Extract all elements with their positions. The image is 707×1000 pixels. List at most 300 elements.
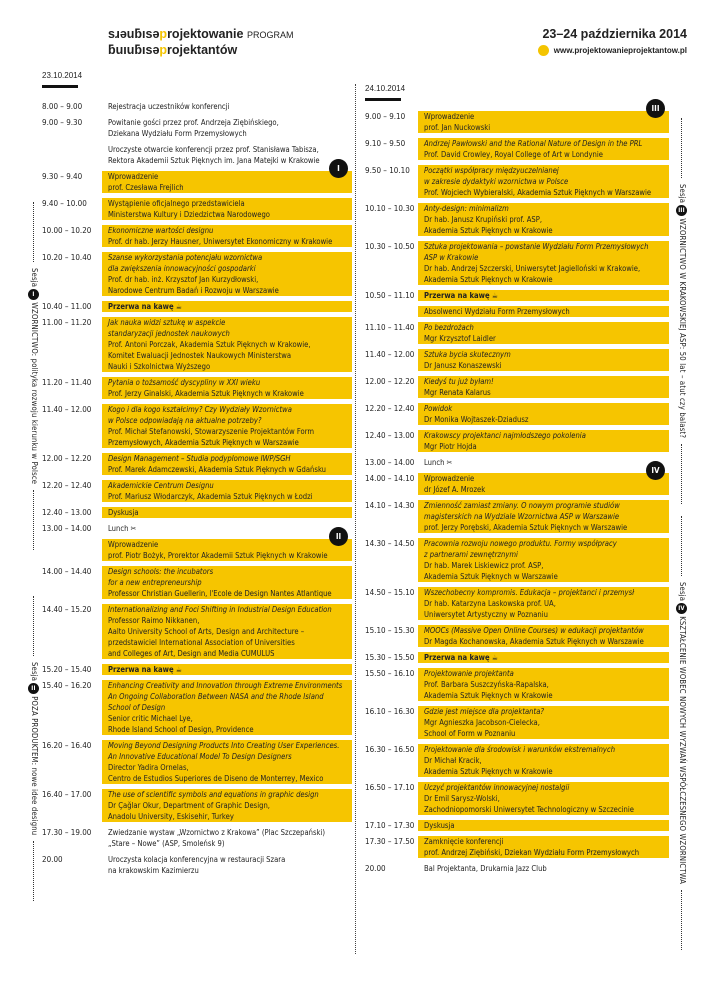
session-title: WZORNICTWO: polityka rozwoju kierunku w Polsce [30, 302, 39, 485]
detail-line [108, 209, 348, 220]
session-word: Sesja [30, 662, 39, 682]
line-text: prof. Jerzy Porębski, Akademia Sztuk Pięknych w Warszawie [424, 522, 628, 532]
detail-line [424, 430, 665, 441]
session-details [102, 453, 352, 475]
line-text: Uczyć projektantów innowacyjnej nostalgii [424, 782, 570, 792]
detail-line [424, 820, 665, 831]
time-slot: 11.20 – 11.40 [42, 377, 92, 387]
website-link[interactable]: www.projektowanieprojektantow.pl [553, 46, 687, 55]
session-number-badge: II [28, 683, 39, 694]
detail-line [108, 854, 348, 865]
time-slot: 14.00 – 14.40 [42, 566, 92, 576]
time-slot: 12.20 – 12.40 [365, 403, 415, 413]
detail-line [424, 538, 665, 549]
session-details [102, 198, 352, 220]
line-text: Wprowadzenie [108, 171, 159, 181]
detail-line [424, 387, 665, 398]
time-slot: 11.00 – 11.20 [42, 317, 92, 327]
line-text: Rhode Island School of Design, Providence [108, 724, 254, 734]
schedule-row [365, 400, 669, 427]
time-slot: 9.00 – 9.10 [365, 111, 406, 121]
session-title: POZA PRODUKTEM: nowe idee designu [30, 696, 39, 836]
cutlery-icon: ✂ [128, 523, 137, 533]
line-text: Sztuka bycia skutecznym [424, 349, 511, 359]
detail-line [424, 306, 665, 317]
session-details [102, 740, 352, 784]
schedule-row [365, 162, 669, 200]
detail-line [108, 566, 348, 577]
schedule-row [42, 661, 352, 677]
detail-line [424, 847, 665, 858]
plus-circle-icon [538, 45, 549, 56]
line-text: Senior critic Michael Lye, [108, 713, 193, 723]
session-number-badge: I [329, 159, 348, 178]
dotted-divider [682, 444, 683, 504]
line-text: Powidok [424, 403, 453, 413]
time-slot: 15.40 – 16.20 [42, 680, 92, 690]
line-text: magisterskich na Wydziale Wzornictwa ASP w Warszawie [424, 511, 620, 521]
schedule-row [365, 649, 669, 665]
line-text: Wprowadzenie [424, 111, 475, 121]
detail-line [424, 457, 665, 468]
time-slot: 16.10 – 16.30 [365, 706, 415, 716]
detail-line [424, 652, 665, 663]
line-text: Krakowscy projektanci najmłodszego pokolenia [424, 430, 586, 440]
detail-line [424, 571, 665, 582]
line-text: Anty-design: minimalizm [424, 203, 509, 213]
schedule-row [42, 450, 352, 477]
time-slot: 14.40 – 15.20 [42, 604, 92, 614]
detail-line [424, 414, 665, 425]
line-text: Projektowanie dla środowisk i warunków ekstremalnych [424, 744, 616, 754]
detail-line [424, 744, 665, 755]
time-slot: 14.10 – 14.30 [365, 500, 415, 510]
line-text: „Stare – Nowe” (ASP, Smoleńsk 9) [108, 838, 225, 848]
detail-line [108, 680, 348, 691]
session-word: Sesja [30, 268, 39, 288]
line-text: The use of scientific symbols and equations in graphic design [108, 789, 319, 799]
schedule-row [42, 401, 352, 450]
line-text: Dr hab. Janusz Krupiński prof. ASP, [424, 214, 543, 224]
line-text: Wszechobecny kompromis. Edukacja – projektanci i przemysł [424, 587, 635, 597]
line-text: Dr Emil Sarysz-Wolski, [424, 793, 500, 803]
time-slot: 14.00 – 14.10 [365, 473, 415, 483]
line-text: Pytania o tożsamość dyscypliny w XXI wieku [108, 377, 261, 387]
line-text: Prof. David Crowley, Royal College of Art w Londynie [424, 149, 603, 159]
detail-line [108, 182, 348, 193]
detail-line [108, 491, 348, 502]
day2-date: 24.10.2014 [365, 84, 405, 101]
schedule-row [365, 287, 669, 303]
time-slot: 15.50 – 16.10 [365, 668, 415, 678]
detail-line [424, 225, 665, 236]
session-details [418, 836, 669, 858]
schedule-row [42, 851, 352, 878]
line-text: Prof. dr hab. Jerzy Hausner, Uniwersytet Ekonomiczny w Krakowie [108, 236, 333, 246]
line-text: Powitanie gości przez prof. Andrzeja Ziębińskiego, [108, 117, 279, 127]
line-text: Anadolu University, Eskisehir, Turkey [108, 811, 234, 821]
conference-logo [108, 27, 293, 58]
detail-line [424, 782, 665, 793]
line-text: Design schools: the incubators [108, 566, 214, 576]
line-text: Po bezdrożach [424, 322, 474, 332]
detail-line [108, 539, 348, 550]
schedule-row [42, 249, 352, 298]
line-text: Enhancing Creativity and Innovation through Extreme Environments [108, 680, 343, 690]
session-details [418, 652, 669, 663]
detail-line [424, 706, 665, 717]
session-details [418, 587, 669, 620]
dotted-divider [34, 202, 35, 262]
schedule-row [365, 427, 669, 454]
time-slot: 11.40 – 12.00 [365, 349, 415, 359]
line-text: ASP w Krakowie [424, 252, 479, 262]
session-number-badge: II [329, 527, 348, 546]
detail-line [108, 664, 348, 675]
line-text: Sztuka projektowania – powstanie Wydziału Form Przemysłowych [424, 241, 649, 251]
detail-line [108, 404, 348, 415]
session-details [418, 290, 669, 301]
line-text: Professor Raimo Nikkanen, [108, 615, 200, 625]
detail-line [108, 377, 348, 388]
line-text: Przerwa na kawę [424, 290, 490, 300]
detail-line [108, 426, 348, 437]
coffee-cup-icon: ☕ [489, 290, 498, 300]
schedule-row [42, 477, 352, 504]
detail-line [108, 865, 348, 876]
session-details [102, 101, 352, 112]
line-text: Dr Çağlar Okur, Department of Graphic Design, [108, 800, 270, 810]
time-slot: 13.00 – 14.00 [365, 457, 415, 467]
line-text: Director Yadira Ornelas, [108, 762, 189, 772]
line-text: Lunch [424, 457, 445, 467]
detail-line [424, 690, 665, 701]
schedule-row [365, 584, 669, 622]
line-text: Dyskusja [424, 820, 455, 830]
coffee-cup-icon: ☕ [173, 301, 182, 311]
schedule-row [365, 741, 669, 779]
time-slot: 16.20 – 16.40 [42, 740, 92, 750]
line-text: Narodowe Centrum Badań i Rozwoju w Warszawie [108, 285, 279, 295]
detail-line [424, 717, 665, 728]
line-text: Prof. Michał Stefanowski, Stowarzyszenie Projektantów Form [108, 426, 315, 436]
session-number-badge: I [28, 289, 39, 300]
detail-line [424, 598, 665, 609]
detail-line [108, 263, 348, 274]
session-details [418, 306, 669, 317]
day1-date: 23.10.2014 [42, 71, 82, 88]
line-text: w zakresie dydaktyki wzornictwa w Polsce [424, 176, 569, 186]
detail-line [108, 762, 348, 773]
line-text: Przerwa na kawę [108, 301, 174, 311]
time-slot: 16.30 – 16.50 [365, 744, 415, 754]
session-details [418, 538, 669, 582]
dotted-divider [34, 841, 35, 901]
time-slot: 16.40 – 17.00 [42, 789, 92, 799]
schedule-row [365, 135, 669, 162]
line-text: prof. Jan Nuckowski [424, 122, 491, 132]
session-details [418, 241, 669, 285]
session-details [102, 523, 352, 534]
line-text: Moving Beyond Designing Products Into Creating User Experiences. [108, 740, 340, 750]
line-text: Początki współpracy międzyuczelnianej [424, 165, 559, 175]
line-text: Szanse wykorzystania potencjału wzornictwa [108, 252, 263, 262]
schedule-row [365, 860, 669, 876]
line-text: Ministerstwa Kultury i Dziedzictwa Narodowego [108, 209, 270, 219]
session-block [365, 466, 669, 860]
line-text: Nauki i Szkolnictwa Wyższego [108, 361, 211, 371]
line-text: Absolwenci Wydziału Form Przemysłowych [424, 306, 570, 316]
detail-line [424, 203, 665, 214]
session-details [418, 782, 669, 815]
schedule-row [365, 779, 669, 817]
line-text: Mgr Renata Kalarus [424, 387, 491, 397]
schedule-row [42, 168, 352, 195]
detail-line [108, 577, 348, 588]
time-slot: 15.30 – 15.50 [365, 652, 415, 662]
time-slot: 9.40 – 10.00 [42, 198, 87, 208]
detail-line [108, 713, 348, 724]
line-text: Dyskusja [108, 507, 139, 517]
session-details [418, 473, 669, 495]
line-text: Jak nauka widzi sztukę w aspekcie [108, 317, 226, 327]
time-slot: 13.00 – 14.00 [42, 523, 92, 533]
line-text: Wprowadzenie [108, 539, 159, 549]
line-text: Rejestracja uczestników konferencji [108, 101, 230, 111]
session-details [102, 480, 352, 502]
schedule-row [365, 833, 669, 860]
time-slot: 12.00 – 12.20 [365, 376, 415, 386]
time-slot: 14.50 – 15.10 [365, 587, 415, 597]
dotted-divider [34, 596, 35, 656]
time-slot: 17.30 – 17.50 [365, 836, 415, 846]
session-details [418, 165, 669, 198]
schedule-row [365, 622, 669, 649]
detail-line [108, 117, 348, 128]
time-slot: 20.00 [42, 854, 63, 864]
line-text: Professor Christian Guellerin, l'Ecole de Design Nantes Atlantique [108, 588, 332, 598]
detail-line [424, 863, 665, 874]
detail-line [424, 836, 665, 847]
line-text: Dr hab. Marek Liskiewicz prof. ASP, [424, 560, 544, 570]
session-details [102, 539, 352, 561]
schedule-row [42, 298, 352, 314]
detail-line [424, 549, 665, 560]
detail-line [108, 702, 348, 713]
session-number-badge: IV [676, 603, 687, 614]
coffee-cup-icon: ☕ [489, 652, 498, 662]
line-text: Zmienność zamiast zmiany. O nowym programie studiów [424, 500, 620, 510]
schedule-row [365, 817, 669, 833]
session-label [28, 196, 39, 556]
detail-line [424, 138, 665, 149]
line-text: Dziekana Wydziału Form Przemysłowych [108, 128, 247, 138]
detail-line [108, 588, 348, 599]
session-word: Sesja [678, 184, 687, 204]
schedule-row [42, 677, 352, 737]
schedule-row [42, 520, 352, 536]
detail-line [424, 484, 665, 495]
dotted-divider [34, 490, 35, 550]
session-number-badge: IV [646, 461, 665, 480]
detail-line [108, 198, 348, 209]
line-text: Dr Magda Kochanowska, Akademia Sztuk Pięknych w Warszawie [424, 636, 644, 646]
detail-line [108, 339, 348, 350]
detail-line [424, 766, 665, 777]
detail-line [424, 804, 665, 815]
logo-text: ƃuıuƃısə [108, 43, 160, 57]
session-details [102, 144, 352, 166]
schedule-row [42, 563, 352, 601]
session-label [28, 590, 39, 907]
detail-line [424, 349, 665, 360]
line-text: Zachodniopomorski Uniwersytet Technologiczny w Szczecinie [424, 804, 634, 814]
line-text: Design Management – Studia podyplomowe IWP/SGH [108, 453, 291, 463]
detail-line [424, 252, 665, 263]
line-text: Lunch [108, 523, 129, 533]
time-slot: 15.20 – 15.40 [42, 664, 92, 674]
detail-line [424, 560, 665, 571]
detail-line [108, 550, 348, 561]
session-details [102, 854, 352, 876]
time-slot: 11.10 – 11.40 [365, 322, 415, 332]
line-text: prof. Andrzej Ziębiński, Dziekan Wydziału Form Przemysłowych [424, 847, 640, 857]
session-details [102, 252, 352, 296]
line-text: MOOCs (Massive Open Online Courses) w edukacji projektantów [424, 625, 644, 635]
line-text: Dr hab. Andrzej Szczerski, Uniwersytet Jagielloński w Krakowie, [424, 263, 641, 273]
session-details [418, 349, 669, 371]
line-text: z partnerami zewnętrznymi [424, 549, 518, 559]
line-text: Wystąpienie oficjalnego przedstawiciela [108, 198, 245, 208]
line-text: School of Design [108, 702, 166, 712]
detail-line [424, 187, 665, 198]
session-details [102, 566, 352, 599]
schedule-block [365, 860, 669, 876]
detail-line [108, 838, 348, 849]
detail-line [424, 511, 665, 522]
line-text: Prof. Antoni Porczak, Akademia Sztuk Pięknych w Krakowie, [108, 339, 311, 349]
line-text: Przerwa na kawę [424, 652, 490, 662]
line-text: An Innovative Educational Model To Design Designers [108, 751, 292, 761]
time-slot: 10.10 – 10.30 [365, 203, 415, 213]
schedule-row [42, 374, 352, 401]
session-details [418, 111, 669, 133]
line-text: Akademia Sztuk Pięknych w Krakowie [424, 225, 553, 235]
line-text: Dr Michał Kracik, [424, 755, 482, 765]
line-text: w Polsce odpowiadają na aktualne potrzeby? [108, 415, 262, 425]
detail-line [108, 724, 348, 735]
detail-line [108, 691, 348, 702]
detail-line [108, 827, 348, 838]
session-details [102, 507, 352, 518]
detail-line [108, 155, 348, 166]
session-details [418, 625, 669, 647]
session-block [365, 104, 669, 454]
detail-line [424, 376, 665, 387]
session-details [102, 827, 352, 849]
time-slot: 10.40 – 11.00 [42, 301, 92, 311]
cutlery-icon: ✂ [444, 457, 453, 467]
time-slot: 12.00 – 12.20 [42, 453, 92, 463]
line-text: Centro de Estudios Superiores de Diseno de Monterrey, Mexico [108, 773, 324, 783]
session-details [418, 820, 669, 831]
detail-line [424, 625, 665, 636]
schedule-row [42, 536, 352, 563]
detail-line [424, 165, 665, 176]
detail-line [108, 274, 348, 285]
line-text: An Ongoing Collaboration Between NASA and the Rhode Island [108, 691, 324, 701]
detail-line [424, 241, 665, 252]
detail-line [108, 285, 348, 296]
line-text: Bal Projektanta, Drukarnia Jazz Club [424, 863, 547, 873]
detail-line [424, 274, 665, 285]
logo-text: rojektantów [167, 43, 238, 57]
session-details [102, 680, 352, 735]
detail-line [108, 350, 348, 361]
session-details [418, 863, 669, 874]
time-slot: 10.50 – 11.10 [365, 290, 415, 300]
detail-line [108, 615, 348, 626]
time-slot: 11.40 – 12.00 [42, 404, 92, 414]
line-text: Przerwa na kawę [108, 664, 174, 674]
session-details [102, 789, 352, 822]
detail-line [108, 740, 348, 751]
session-details [418, 457, 669, 468]
line-text: Akademia Sztuk Pięknych w Krakowie [424, 766, 553, 776]
line-text: School of Form w Poznaniu [424, 728, 516, 738]
line-text: Aalto University School of Arts, Design and Architecture – [108, 626, 305, 636]
detail-line [424, 636, 665, 647]
coffee-cup-icon: ☕ [173, 664, 182, 674]
line-text: Prof. Barbara Suszczyńska-Rapalska, [424, 679, 549, 689]
line-text: for a new entrepreneurship [108, 577, 202, 587]
schedule-row [365, 470, 669, 497]
line-text: Kiedyś tu już byłam! [424, 376, 494, 386]
detail-line [108, 361, 348, 372]
line-text: Prof. Wojciech Wybieralski, Akademia Sztuk Pięknych w Warszawie [424, 187, 652, 197]
detail-line [108, 464, 348, 475]
conference-dates: 23–24 października 2014 [542, 27, 687, 41]
session-details [418, 744, 669, 777]
logo-text: rojektowanie [167, 27, 244, 41]
detail-line [424, 679, 665, 690]
detail-line [424, 360, 665, 371]
time-slot [42, 144, 102, 166]
time-slot: 10.00 – 10.20 [42, 225, 92, 235]
detail-line [424, 290, 665, 301]
detail-line [424, 755, 665, 766]
session-details [418, 376, 669, 398]
line-text: Uroczyste otwarcie konferencji przez prof. Stanisława Tabisza, [108, 144, 319, 154]
detail-line [424, 473, 665, 484]
detail-line [424, 333, 665, 344]
time-slot: 20.00 [365, 863, 386, 873]
detail-line [108, 236, 348, 247]
line-text: Zamknięcie konferencji [424, 836, 504, 846]
schedule-row [365, 303, 669, 319]
detail-line [424, 403, 665, 414]
detail-line [108, 637, 348, 648]
detail-line [424, 214, 665, 225]
line-text: Pracownia rozwoju nowego produktu. Formy współpracy [424, 538, 617, 548]
line-text: Prof. dr hab. inż. Krzysztof Jan Kurzydłowski, [108, 274, 259, 284]
session-details [102, 171, 352, 193]
line-text: Rektora Akademii Sztuk Pięknych im. Jana Matejki w Krakowie [108, 155, 320, 165]
line-text: Przemysłowych, Akademia Sztuk Pięknych w Warszawie [108, 437, 299, 447]
schedule-row [365, 108, 669, 135]
line-text: and Colleges of Art, Design and Media CUMULUS [108, 648, 275, 658]
line-text: Mgr Piotr Hojda [424, 441, 477, 451]
